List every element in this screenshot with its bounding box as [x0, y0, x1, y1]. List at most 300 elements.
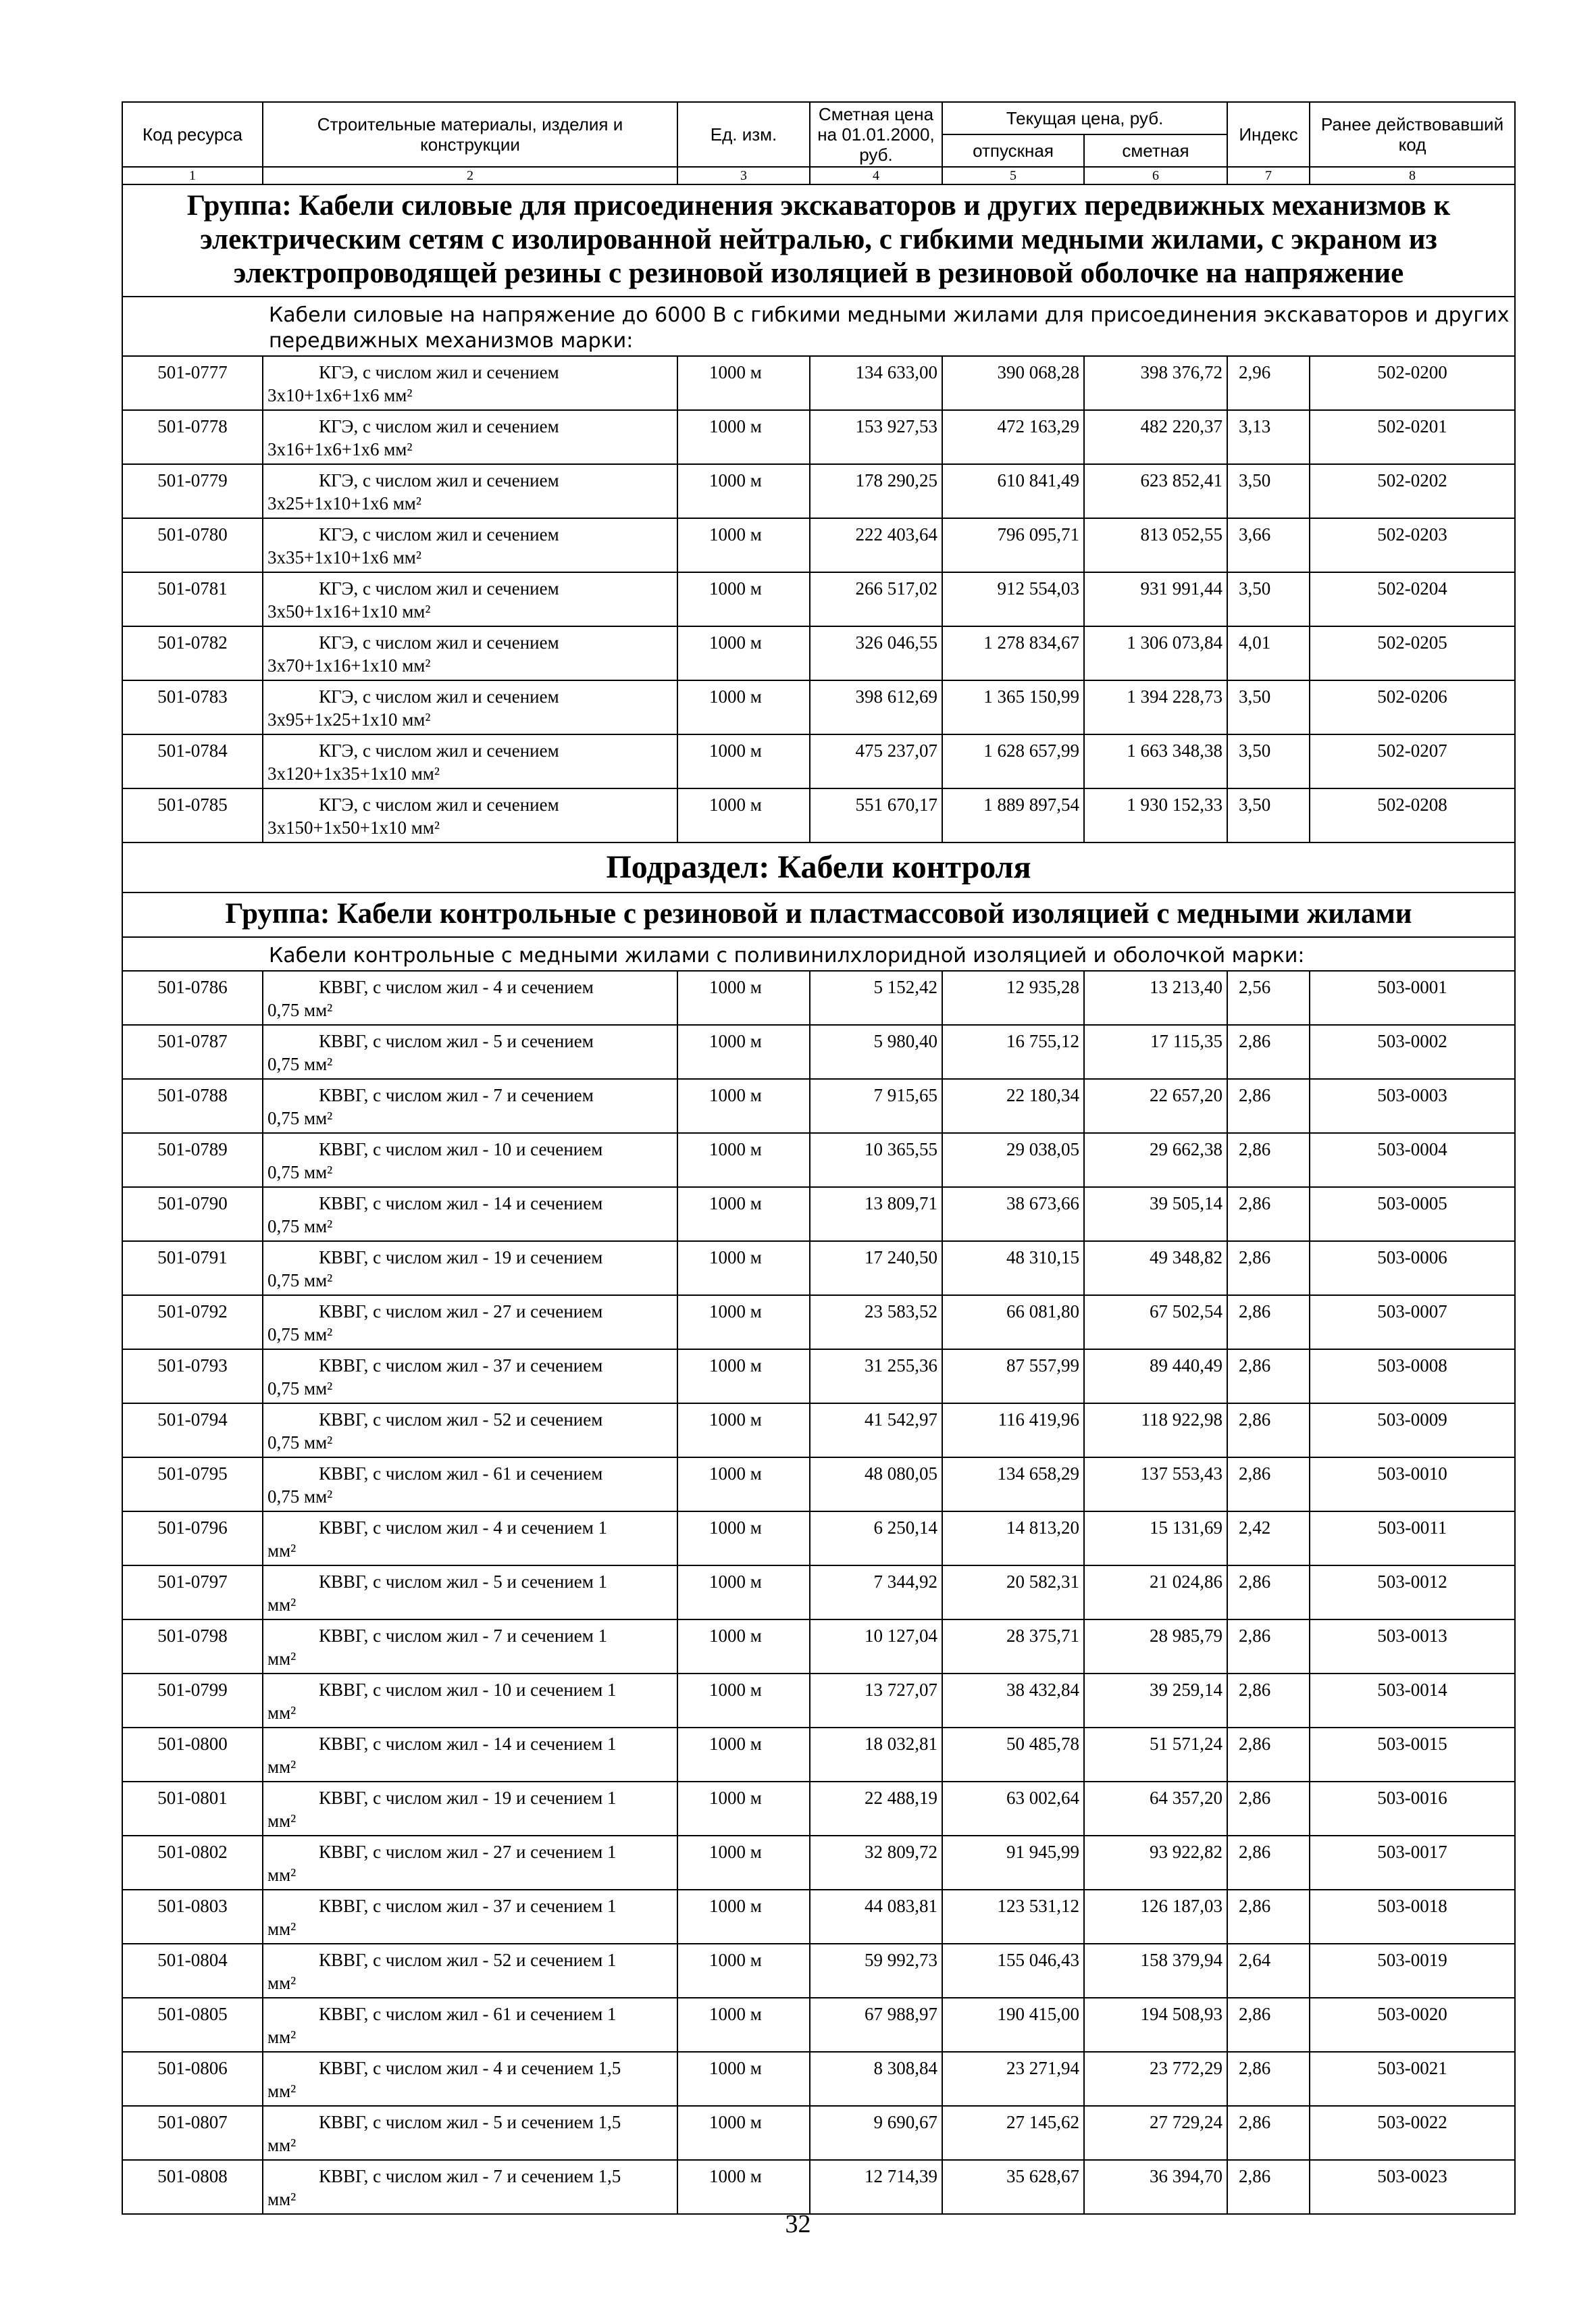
- price-table: [122, 101, 1516, 2215]
- previous-code: 502-0201: [1310, 410, 1515, 464]
- estimate-price: 51 571,24: [1084, 1728, 1227, 1782]
- description-line: КВВГ, с числом жил - 7 и сечением 1,5: [319, 2166, 621, 2186]
- price-index: 2,86: [1227, 1025, 1310, 1079]
- estimate-price-2000: 12 714,39: [810, 2160, 942, 2214]
- estimate-price: 1 663 348,38: [1084, 734, 1227, 788]
- material-description: [263, 1133, 677, 1187]
- material-description: [263, 2160, 677, 2214]
- table-row: [122, 1782, 1515, 1836]
- description-line: КВВГ, с числом жил - 7 и сечением: [319, 1085, 594, 1105]
- release-price: 116 419,96: [942, 1403, 1084, 1457]
- column-number: 2: [263, 167, 677, 184]
- price-index: 2,86: [1227, 1890, 1310, 1944]
- estimate-price-2000: 398 612,69: [810, 680, 942, 734]
- release-price: 610 841,49: [942, 464, 1084, 518]
- price-index: 2,86: [1227, 1133, 1310, 1187]
- estimate-price-2000: 551 670,17: [810, 788, 942, 842]
- resource-code: 501-0788: [122, 1079, 263, 1133]
- resource-code: 501-0799: [122, 1674, 263, 1728]
- description-line: КВВГ, с числом жил - 14 и сечением 1: [319, 1734, 617, 1754]
- resource-code: 501-0800: [122, 1728, 263, 1782]
- price-index: 2,86: [1227, 1998, 1310, 2052]
- release-price: 20 582,31: [942, 1565, 1084, 1619]
- previous-code: 502-0206: [1310, 680, 1515, 734]
- description-line: КВВГ, с числом жил - 61 и сечением 1: [319, 2004, 617, 2024]
- unit: 1000 м: [677, 1836, 810, 1890]
- resource-code: 501-0795: [122, 1457, 263, 1511]
- release-price: 35 628,67: [942, 2160, 1084, 2214]
- price-table-sheet: [122, 101, 1514, 2215]
- description-line: КВВГ, с числом жил - 19 и сечением 1: [319, 1788, 617, 1808]
- release-price: 91 945,99: [942, 1836, 1084, 1890]
- price-index: 2,86: [1227, 1349, 1310, 1403]
- resource-code: 501-0798: [122, 1619, 263, 1674]
- header-name: Строительные материалы, изделия и конструкции: [263, 102, 677, 167]
- estimate-price: 29 662,38: [1084, 1133, 1227, 1187]
- description-line: КВВГ, с числом жил - 5 и сечением 1: [319, 1571, 608, 1592]
- estimate-price-2000: 22 488,19: [810, 1782, 942, 1836]
- table-row: [122, 1241, 1515, 1295]
- previous-code: 503-0004: [1310, 1133, 1515, 1187]
- previous-code: 502-0202: [1310, 464, 1515, 518]
- resource-code: 501-0803: [122, 1890, 263, 1944]
- previous-code: 503-0010: [1310, 1457, 1515, 1511]
- estimate-price: 194 508,93: [1084, 1998, 1227, 2052]
- unit: 1000 м: [677, 1890, 810, 1944]
- previous-code: 503-0023: [1310, 2160, 1515, 2214]
- price-index: 2,64: [1227, 1944, 1310, 1998]
- description-section: мм²: [267, 1919, 297, 1939]
- price-index: 2,42: [1227, 1511, 1310, 1565]
- release-price: 134 658,29: [942, 1457, 1084, 1511]
- release-price: 63 002,64: [942, 1782, 1084, 1836]
- unit: 1000 м: [677, 1133, 810, 1187]
- header-current-price: Текущая цена, руб.: [942, 102, 1227, 134]
- previous-code: 503-0022: [1310, 2106, 1515, 2160]
- material-description: [263, 1728, 677, 1782]
- estimate-price-2000: 59 992,73: [810, 1944, 942, 1998]
- column-number: 5: [942, 167, 1084, 184]
- estimate-price: 623 852,41: [1084, 464, 1227, 518]
- material-description: [263, 2106, 677, 2160]
- resource-code: 501-0808: [122, 2160, 263, 2214]
- previous-code: 503-0015: [1310, 1728, 1515, 1782]
- table-row: [122, 518, 1515, 572]
- description-line: КВВГ, с числом жил - 4 и сечением 1: [319, 1517, 608, 1538]
- price-index: 3,50: [1227, 734, 1310, 788]
- estimate-price-2000: 475 237,07: [810, 734, 942, 788]
- estimate-price: 1 394 228,73: [1084, 680, 1227, 734]
- column-number: 3: [677, 167, 810, 184]
- previous-code: 502-0204: [1310, 572, 1515, 626]
- release-price: 66 081,80: [942, 1295, 1084, 1349]
- resource-code: 501-0794: [122, 1403, 263, 1457]
- price-index: 2,86: [1227, 1295, 1310, 1349]
- previous-code: 503-0019: [1310, 1944, 1515, 1998]
- description-section: мм²: [267, 2135, 297, 2155]
- resource-code: 501-0789: [122, 1133, 263, 1187]
- description-section: мм²: [267, 2189, 297, 2209]
- material-description: [263, 1403, 677, 1457]
- release-price: 390 068,28: [942, 356, 1084, 410]
- price-index: 2,86: [1227, 1457, 1310, 1511]
- unit: 1000 м: [677, 1944, 810, 1998]
- unit: 1000 м: [677, 1025, 810, 1079]
- description-section: мм²: [267, 1703, 297, 1723]
- table-row: [122, 1295, 1515, 1349]
- previous-code: 503-0009: [1310, 1403, 1515, 1457]
- description-line: КГЭ, с числом жил и сечением: [319, 524, 559, 545]
- description-line: КВВГ, с числом жил - 61 и сечением: [319, 1463, 603, 1484]
- estimate-price-2000: 7 344,92: [810, 1565, 942, 1619]
- subsection-row: [122, 842, 1515, 892]
- description-line: КГЭ, с числом жил и сечением: [319, 632, 559, 653]
- table-row: [122, 734, 1515, 788]
- table-row: [122, 1674, 1515, 1728]
- estimate-price: 27 729,24: [1084, 2106, 1227, 2160]
- release-price: 472 163,29: [942, 410, 1084, 464]
- description-line: КГЭ, с числом жил и сечением: [319, 362, 559, 382]
- estimate-price: 482 220,37: [1084, 410, 1227, 464]
- estimate-price: 17 115,35: [1084, 1025, 1227, 1079]
- unit: 1000 м: [677, 680, 810, 734]
- material-description: [263, 464, 677, 518]
- price-index: 2,86: [1227, 1241, 1310, 1295]
- unit: 1000 м: [677, 2052, 810, 2106]
- release-price: 48 310,15: [942, 1241, 1084, 1295]
- column-number-row: [122, 167, 1515, 184]
- header-code: Код ресурса: [122, 102, 263, 167]
- table-row: [122, 1944, 1515, 1998]
- material-description: [263, 1619, 677, 1674]
- release-price: 155 046,43: [942, 1944, 1084, 1998]
- description-section: мм²: [267, 1973, 297, 1993]
- table-row: [122, 1619, 1515, 1674]
- column-number: 1: [122, 167, 263, 184]
- estimate-price-2000: 31 255,36: [810, 1349, 942, 1403]
- material-description: [263, 518, 677, 572]
- release-price: 1 365 150,99: [942, 680, 1084, 734]
- estimate-price-2000: 44 083,81: [810, 1890, 942, 1944]
- table-row: [122, 1133, 1515, 1187]
- estimate-price: 22 657,20: [1084, 1079, 1227, 1133]
- unit: 1000 м: [677, 626, 810, 680]
- unit: 1000 м: [677, 1998, 810, 2052]
- description-line: КВВГ, с числом жил - 27 и сечением: [319, 1301, 603, 1322]
- resource-code: 501-0797: [122, 1565, 263, 1619]
- material-description: [263, 734, 677, 788]
- table-row: [122, 788, 1515, 842]
- description-section: 3х25+1х10+1х6 мм²: [267, 493, 421, 513]
- release-price: 796 095,71: [942, 518, 1084, 572]
- description-section: 0,75 мм²: [267, 1486, 333, 1507]
- resource-code: 501-0804: [122, 1944, 263, 1998]
- description-section: 0,75 мм²: [267, 1270, 333, 1290]
- previous-code: 503-0021: [1310, 2052, 1515, 2106]
- estimate-price-2000: 9 690,67: [810, 2106, 942, 2160]
- estimate-price: 36 394,70: [1084, 2160, 1227, 2214]
- description-line: КГЭ, с числом жил и сечением: [319, 416, 559, 436]
- resource-code: 501-0785: [122, 788, 263, 842]
- estimate-price-2000: 5 152,42: [810, 971, 942, 1025]
- column-number: 8: [1310, 167, 1515, 184]
- price-index: 2,86: [1227, 1728, 1310, 1782]
- estimate-price-2000: 13 727,07: [810, 1674, 942, 1728]
- unit: 1000 м: [677, 1728, 810, 1782]
- previous-code: 503-0018: [1310, 1890, 1515, 1944]
- estimate-price-2000: 10 365,55: [810, 1133, 942, 1187]
- unit: 1000 м: [677, 356, 810, 410]
- resource-code: 501-0777: [122, 356, 263, 410]
- price-index: 2,86: [1227, 2052, 1310, 2106]
- unit: 1000 м: [677, 518, 810, 572]
- header-estimate: сметная: [1084, 134, 1227, 167]
- header-unit: Ед. изм.: [677, 102, 810, 167]
- price-index: 2,56: [1227, 971, 1310, 1025]
- description-section: мм²: [267, 2081, 297, 2101]
- group-heading-row: [122, 184, 1515, 297]
- price-index: 3,13: [1227, 410, 1310, 464]
- resource-code: 501-0780: [122, 518, 263, 572]
- unit: 1000 м: [677, 1457, 810, 1511]
- release-price: 87 557,99: [942, 1349, 1084, 1403]
- release-price: 912 554,03: [942, 572, 1084, 626]
- table-row: [122, 1728, 1515, 1782]
- header-prev-code: Ранее действовавший код: [1310, 102, 1515, 167]
- estimate-price-2000: 6 250,14: [810, 1511, 942, 1565]
- table-row: [122, 464, 1515, 518]
- estimate-price-2000: 41 542,97: [810, 1403, 942, 1457]
- unit: 1000 м: [677, 572, 810, 626]
- estimate-price: 931 991,44: [1084, 572, 1227, 626]
- material-description: [263, 680, 677, 734]
- estimate-price-2000: 178 290,25: [810, 464, 942, 518]
- previous-code: 503-0008: [1310, 1349, 1515, 1403]
- material-description: [263, 1836, 677, 1890]
- description-section: 3х10+1х6+1х6 мм²: [267, 385, 413, 405]
- table-row: [122, 1998, 1515, 2052]
- release-price: 22 180,34: [942, 1079, 1084, 1133]
- header-row: [122, 102, 1515, 134]
- previous-code: 503-0001: [1310, 971, 1515, 1025]
- unit: 1000 м: [677, 1674, 810, 1728]
- resource-code: 501-0786: [122, 971, 263, 1025]
- resource-code: 501-0781: [122, 572, 263, 626]
- resource-code: 501-0791: [122, 1241, 263, 1295]
- material-description: [263, 1349, 677, 1403]
- material-description: [263, 1565, 677, 1619]
- description-line: КВВГ, с числом жил - 10 и сечением 1: [319, 1680, 617, 1700]
- material-description: [263, 572, 677, 626]
- table-row: [122, 1349, 1515, 1403]
- estimate-price: 93 922,82: [1084, 1836, 1227, 1890]
- price-index: 2,86: [1227, 1079, 1310, 1133]
- table-row: [122, 410, 1515, 464]
- unit: 1000 м: [677, 1565, 810, 1619]
- unit: 1000 м: [677, 1511, 810, 1565]
- estimate-price-2000: 7 915,65: [810, 1079, 942, 1133]
- estimate-price: 1 306 073,84: [1084, 626, 1227, 680]
- estimate-price: 398 376,72: [1084, 356, 1227, 410]
- description-section: 3х120+1х35+1х10 мм²: [267, 763, 440, 784]
- estimate-price: 64 357,20: [1084, 1782, 1227, 1836]
- previous-code: 503-0002: [1310, 1025, 1515, 1079]
- estimate-price: 13 213,40: [1084, 971, 1227, 1025]
- unit: 1000 м: [677, 734, 810, 788]
- estimate-price-2000: 32 809,72: [810, 1836, 942, 1890]
- price-index: 2,86: [1227, 1403, 1310, 1457]
- estimate-price-2000: 18 032,81: [810, 1728, 942, 1782]
- estimate-price: 28 985,79: [1084, 1619, 1227, 1674]
- description-line: КВВГ, с числом жил - 27 и сечением 1: [319, 1842, 617, 1862]
- description-line: КВВГ, с числом жил - 4 и сечением: [319, 977, 594, 997]
- description-line: КВВГ, с числом жил - 10 и сечением: [319, 1139, 603, 1159]
- description-section: 3х16+1х6+1х6 мм²: [267, 439, 413, 459]
- unit: 1000 м: [677, 1349, 810, 1403]
- previous-code: 502-0208: [1310, 788, 1515, 842]
- description-section: 3х35+1х10+1х6 мм²: [267, 547, 421, 568]
- unit: 1000 м: [677, 1619, 810, 1674]
- estimate-price-2000: 67 988,97: [810, 1998, 942, 2052]
- price-index: 2,86: [1227, 1619, 1310, 1674]
- previous-code: 503-0020: [1310, 1998, 1515, 2052]
- group-heading-row: [122, 892, 1515, 937]
- material-description: [263, 410, 677, 464]
- price-index: 3,50: [1227, 788, 1310, 842]
- resource-code: 501-0778: [122, 410, 263, 464]
- release-price: 23 271,94: [942, 2052, 1084, 2106]
- estimate-price-2000: 266 517,02: [810, 572, 942, 626]
- release-price: 14 813,20: [942, 1511, 1084, 1565]
- resource-code: 501-0783: [122, 680, 263, 734]
- table-row: [122, 1565, 1515, 1619]
- unit: 1000 м: [677, 1079, 810, 1133]
- description-section: 0,75 мм²: [267, 1378, 333, 1399]
- description-section: 0,75 мм²: [267, 1324, 333, 1344]
- previous-code: 503-0007: [1310, 1295, 1515, 1349]
- unit: 1000 м: [677, 1187, 810, 1241]
- material-description: [263, 356, 677, 410]
- material-description: [263, 1457, 677, 1511]
- intro-row: [122, 297, 1515, 356]
- previous-code: 503-0013: [1310, 1619, 1515, 1674]
- table-row: [122, 2052, 1515, 2106]
- price-index: 2,86: [1227, 1782, 1310, 1836]
- price-index: 4,01: [1227, 626, 1310, 680]
- material-description: [263, 1295, 677, 1349]
- description-line: КВВГ, с числом жил - 37 и сечением: [319, 1355, 603, 1376]
- unit: 1000 м: [677, 788, 810, 842]
- material-description: [263, 1782, 677, 1836]
- description-section: мм²: [267, 1540, 297, 1561]
- description-line: КВВГ, с числом жил - 19 и сечением: [319, 1247, 603, 1267]
- table-row: [122, 356, 1515, 410]
- description-line: КВВГ, с числом жил - 5 и сечением: [319, 1031, 594, 1051]
- price-index: 2,96: [1227, 356, 1310, 410]
- resource-code: 501-0782: [122, 626, 263, 680]
- estimate-price: 137 553,43: [1084, 1457, 1227, 1511]
- previous-code: 503-0014: [1310, 1674, 1515, 1728]
- price-index: 2,86: [1227, 1565, 1310, 1619]
- material-description: [263, 1890, 677, 1944]
- table-row: [122, 1025, 1515, 1079]
- description-line: КГЭ, с числом жил и сечением: [319, 686, 559, 707]
- description-line: КГЭ, с числом жил и сечением: [319, 795, 559, 815]
- material-description: [263, 1079, 677, 1133]
- price-index: 2,86: [1227, 1674, 1310, 1728]
- estimate-price-2000: 10 127,04: [810, 1619, 942, 1674]
- table-row: [122, 1836, 1515, 1890]
- resource-code: 501-0790: [122, 1187, 263, 1241]
- release-price: 50 485,78: [942, 1728, 1084, 1782]
- description-section: 3х70+1х16+1х10 мм²: [267, 655, 431, 676]
- release-price: 38 432,84: [942, 1674, 1084, 1728]
- estimate-price-2000: 222 403,64: [810, 518, 942, 572]
- unit: 1000 м: [677, 2106, 810, 2160]
- resource-code: 501-0805: [122, 1998, 263, 2052]
- description-section: 0,75 мм²: [267, 1108, 333, 1128]
- previous-code: 503-0011: [1310, 1511, 1515, 1565]
- description-section: мм²: [267, 1649, 297, 1669]
- page-number: 32: [785, 2210, 811, 2238]
- previous-code: 502-0203: [1310, 518, 1515, 572]
- header-est-price: Сметная цена на 01.01.2000, руб.: [810, 102, 942, 167]
- estimate-price-2000: 48 080,05: [810, 1457, 942, 1511]
- description-line: КГЭ, с числом жил и сечением: [319, 470, 559, 491]
- estimate-price-2000: 153 927,53: [810, 410, 942, 464]
- resource-code: 501-0802: [122, 1836, 263, 1890]
- estimate-price: 158 379,94: [1084, 1944, 1227, 1998]
- table-row: [122, 2160, 1515, 2214]
- group-heading: Группа: Кабели контрольные с резиновой и пластмассовой изоляцией с медными жилами: [122, 892, 1515, 937]
- intro-text: Кабели контрольные с медными жилами с поливинилхлоридной изоляцией и оболочкой марки:: [122, 937, 1515, 971]
- price-index: 2,86: [1227, 2106, 1310, 2160]
- price-index: 3,50: [1227, 680, 1310, 734]
- material-description: [263, 788, 677, 842]
- column-number: 4: [810, 167, 942, 184]
- header-release: отпускная: [942, 134, 1084, 167]
- description-line: КГЭ, с числом жил и сечением: [319, 578, 559, 599]
- description-section: 0,75 мм²: [267, 1162, 333, 1182]
- previous-code: 503-0003: [1310, 1079, 1515, 1133]
- unit: 1000 м: [677, 1241, 810, 1295]
- material-description: [263, 1998, 677, 2052]
- price-index: 2,86: [1227, 1836, 1310, 1890]
- resource-code: 501-0806: [122, 2052, 263, 2106]
- table-row: [122, 1403, 1515, 1457]
- previous-code: 503-0016: [1310, 1782, 1515, 1836]
- material-description: [263, 1187, 677, 1241]
- estimate-price: 1 930 152,33: [1084, 788, 1227, 842]
- previous-code: 503-0005: [1310, 1187, 1515, 1241]
- release-price: 38 673,66: [942, 1187, 1084, 1241]
- previous-code: 502-0205: [1310, 626, 1515, 680]
- price-index: 3,50: [1227, 464, 1310, 518]
- intro-text: Кабели силовые на напряжение до 6000 В с гибкими медными жилами для присоединения экскаваторов и других передвижных механизмов марки:: [122, 297, 1515, 356]
- table-row: [122, 1511, 1515, 1565]
- description-section: 3х95+1х25+1х10 мм²: [267, 709, 431, 730]
- column-number: 6: [1084, 167, 1227, 184]
- table-row: [122, 1187, 1515, 1241]
- description-section: 3х150+1х50+1х10 мм²: [267, 818, 440, 838]
- release-price: 29 038,05: [942, 1133, 1084, 1187]
- intro-row: [122, 937, 1515, 971]
- group-heading: Группа: Кабели силовые для присоединения экскаваторов и других передвижных механизмов к электрическим сетям с изолированной нейтралью, с гибкими медными жилами, с экраном из электропроводящей резины с резиновой изоляцией в резиновой оболочке на напряжение: [122, 184, 1515, 297]
- unit: 1000 м: [677, 1782, 810, 1836]
- unit: 1000 м: [677, 971, 810, 1025]
- previous-code: 503-0006: [1310, 1241, 1515, 1295]
- description-section: мм²: [267, 1594, 297, 1615]
